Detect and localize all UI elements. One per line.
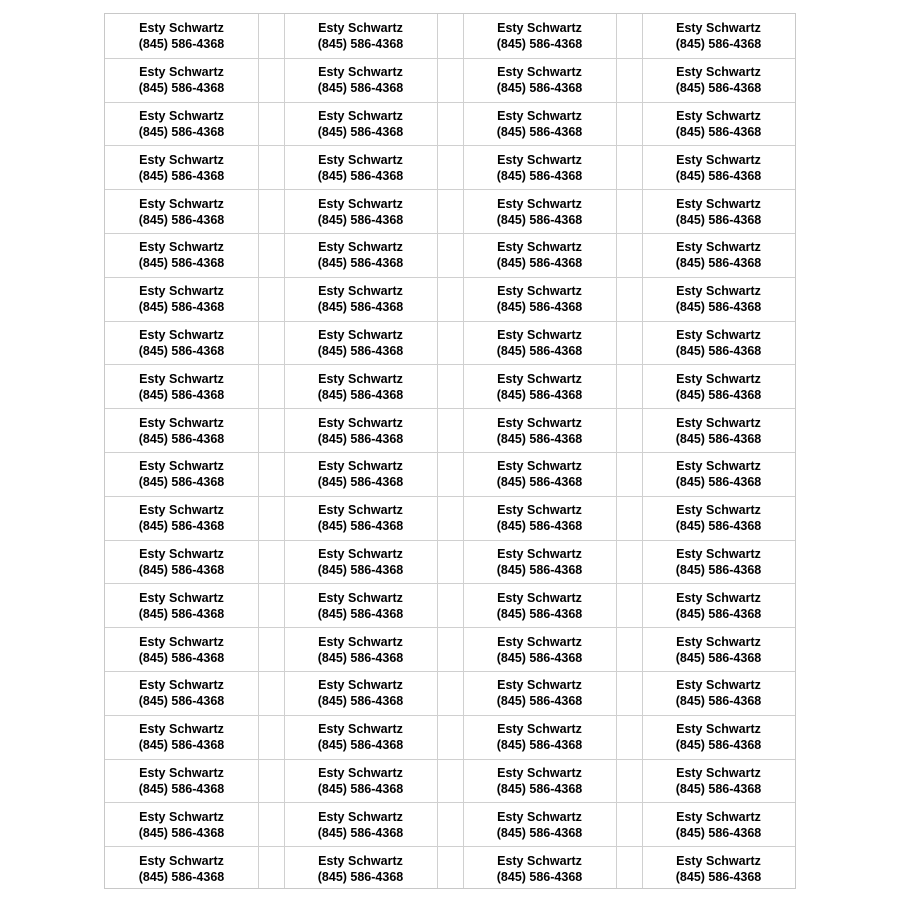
label-name: Esty Schwartz (139, 546, 224, 561)
label-name: Esty Schwartz (676, 765, 761, 780)
label-row (105, 583, 795, 627)
label-phone: (845) 586-4368 (496, 650, 583, 665)
address-label (642, 803, 795, 846)
address-label (463, 322, 616, 365)
label-phone: (845) 586-4368 (317, 869, 404, 884)
label-name: Esty Schwartz (139, 371, 224, 386)
label-name: Esty Schwartz (139, 415, 224, 430)
label-name: Esty Schwartz (497, 634, 582, 649)
label-phone: (845) 586-4368 (496, 694, 583, 709)
label-name: Esty Schwartz (676, 503, 761, 518)
label-name: Esty Schwartz (676, 196, 761, 211)
address-label (105, 146, 258, 189)
label-phone: (845) 586-4368 (675, 81, 762, 96)
label-name: Esty Schwartz (676, 152, 761, 167)
label-phone: (845) 586-4368 (138, 36, 225, 51)
label-name: Esty Schwartz (497, 108, 582, 123)
label-phone: (845) 586-4368 (496, 869, 583, 884)
label-name: Esty Schwartz (676, 853, 761, 868)
label-phone: (845) 586-4368 (496, 81, 583, 96)
label-name: Esty Schwartz (139, 327, 224, 342)
label-name: Esty Schwartz (318, 765, 403, 780)
label-name: Esty Schwartz (139, 459, 224, 474)
label-row (105, 102, 795, 146)
label-phone: (845) 586-4368 (138, 343, 225, 358)
label-phone: (845) 586-4368 (675, 431, 762, 446)
column-divider (437, 14, 438, 888)
label-phone: (845) 586-4368 (317, 168, 404, 183)
address-label (105, 103, 258, 146)
address-label (642, 672, 795, 715)
label-phone: (845) 586-4368 (496, 825, 583, 840)
address-label (105, 847, 258, 890)
address-label (642, 584, 795, 627)
label-phone: (845) 586-4368 (496, 300, 583, 315)
address-label (642, 497, 795, 540)
address-label (105, 190, 258, 233)
label-name: Esty Schwartz (318, 722, 403, 737)
label-phone: (845) 586-4368 (317, 606, 404, 621)
address-label (284, 322, 437, 365)
label-phone: (845) 586-4368 (496, 562, 583, 577)
label-row (105, 189, 795, 233)
address-label (463, 234, 616, 277)
address-label (463, 584, 616, 627)
label-phone: (845) 586-4368 (675, 168, 762, 183)
label-name: Esty Schwartz (497, 546, 582, 561)
label-phone: (845) 586-4368 (317, 300, 404, 315)
label-phone: (845) 586-4368 (675, 606, 762, 621)
address-label (463, 847, 616, 890)
label-phone: (845) 586-4368 (138, 475, 225, 490)
label-name: Esty Schwartz (318, 20, 403, 35)
label-phone: (845) 586-4368 (138, 124, 225, 139)
address-label (642, 453, 795, 496)
address-label (463, 14, 616, 58)
label-phone: (845) 586-4368 (138, 256, 225, 271)
label-name: Esty Schwartz (676, 590, 761, 605)
label-phone: (845) 586-4368 (317, 81, 404, 96)
label-phone: (845) 586-4368 (496, 212, 583, 227)
label-row (105, 277, 795, 321)
label-name: Esty Schwartz (676, 240, 761, 255)
label-name: Esty Schwartz (497, 327, 582, 342)
label-phone: (845) 586-4368 (675, 124, 762, 139)
label-row (105, 452, 795, 496)
label-name: Esty Schwartz (318, 678, 403, 693)
label-phone: (845) 586-4368 (496, 343, 583, 358)
label-name: Esty Schwartz (497, 65, 582, 80)
address-label (284, 672, 437, 715)
address-label (642, 103, 795, 146)
address-label (284, 760, 437, 803)
label-phone: (845) 586-4368 (496, 606, 583, 621)
column-divider (463, 14, 464, 888)
label-name: Esty Schwartz (318, 371, 403, 386)
label-name: Esty Schwartz (497, 678, 582, 693)
label-name: Esty Schwartz (497, 371, 582, 386)
address-label (284, 234, 437, 277)
address-label (463, 409, 616, 452)
label-phone: (845) 586-4368 (317, 36, 404, 51)
label-name: Esty Schwartz (318, 634, 403, 649)
address-label (463, 541, 616, 584)
label-row (105, 364, 795, 408)
label-phone: (845) 586-4368 (317, 781, 404, 796)
label-phone: (845) 586-4368 (317, 431, 404, 446)
label-name: Esty Schwartz (676, 327, 761, 342)
address-label (463, 146, 616, 189)
label-name: Esty Schwartz (676, 284, 761, 299)
address-label (463, 59, 616, 102)
label-phone: (845) 586-4368 (317, 343, 404, 358)
address-label (642, 146, 795, 189)
label-name: Esty Schwartz (139, 503, 224, 518)
label-name: Esty Schwartz (139, 678, 224, 693)
label-phone: (845) 586-4368 (138, 387, 225, 402)
label-phone: (845) 586-4368 (138, 519, 225, 534)
label-phone: (845) 586-4368 (317, 519, 404, 534)
address-label (105, 322, 258, 365)
label-phone: (845) 586-4368 (675, 738, 762, 753)
label-phone: (845) 586-4368 (675, 256, 762, 271)
address-label (642, 234, 795, 277)
label-name: Esty Schwartz (139, 765, 224, 780)
address-label (284, 541, 437, 584)
label-phone: (845) 586-4368 (317, 738, 404, 753)
label-name: Esty Schwartz (139, 284, 224, 299)
address-label (284, 14, 437, 58)
address-label (642, 190, 795, 233)
address-label (105, 584, 258, 627)
address-label (105, 497, 258, 540)
label-phone: (845) 586-4368 (675, 343, 762, 358)
address-label (105, 365, 258, 408)
address-label (642, 628, 795, 671)
address-label (105, 453, 258, 496)
address-label (463, 278, 616, 321)
address-label (284, 365, 437, 408)
label-phone: (845) 586-4368 (138, 300, 225, 315)
column-divider (642, 14, 643, 888)
address-label (105, 716, 258, 759)
label-name: Esty Schwartz (497, 503, 582, 518)
label-phone: (845) 586-4368 (496, 36, 583, 51)
label-row (105, 58, 795, 102)
label-name: Esty Schwartz (318, 284, 403, 299)
label-name: Esty Schwartz (139, 634, 224, 649)
label-row (105, 145, 795, 189)
label-name: Esty Schwartz (497, 590, 582, 605)
label-phone: (845) 586-4368 (496, 124, 583, 139)
label-name: Esty Schwartz (676, 20, 761, 35)
label-name: Esty Schwartz (318, 459, 403, 474)
label-name: Esty Schwartz (318, 108, 403, 123)
label-name: Esty Schwartz (318, 503, 403, 518)
label-phone: (845) 586-4368 (138, 869, 225, 884)
label-row (105, 321, 795, 365)
label-phone: (845) 586-4368 (496, 781, 583, 796)
address-label (105, 278, 258, 321)
label-phone: (845) 586-4368 (675, 869, 762, 884)
label-phone: (845) 586-4368 (138, 168, 225, 183)
label-phone: (845) 586-4368 (675, 650, 762, 665)
label-name: Esty Schwartz (139, 152, 224, 167)
label-name: Esty Schwartz (318, 415, 403, 430)
address-label (284, 278, 437, 321)
label-name: Esty Schwartz (139, 809, 224, 824)
label-phone: (845) 586-4368 (675, 36, 762, 51)
address-label (284, 103, 437, 146)
label-row (105, 802, 795, 846)
label-phone: (845) 586-4368 (496, 168, 583, 183)
label-sheet (104, 13, 796, 889)
label-name: Esty Schwartz (497, 765, 582, 780)
address-label (463, 803, 616, 846)
address-label (284, 847, 437, 890)
address-label (642, 760, 795, 803)
label-row (105, 540, 795, 584)
label-row (105, 408, 795, 452)
address-label (105, 541, 258, 584)
label-name: Esty Schwartz (497, 853, 582, 868)
address-label (284, 584, 437, 627)
address-label (642, 322, 795, 365)
address-label (284, 59, 437, 102)
label-phone: (845) 586-4368 (317, 387, 404, 402)
label-phone: (845) 586-4368 (317, 124, 404, 139)
label-phone: (845) 586-4368 (317, 212, 404, 227)
label-row (105, 759, 795, 803)
label-phone: (845) 586-4368 (675, 475, 762, 490)
address-label (105, 803, 258, 846)
label-phone: (845) 586-4368 (675, 519, 762, 534)
label-phone: (845) 586-4368 (317, 475, 404, 490)
address-label (463, 672, 616, 715)
label-phone: (845) 586-4368 (138, 650, 225, 665)
label-phone: (845) 586-4368 (496, 387, 583, 402)
label-phone: (845) 586-4368 (138, 606, 225, 621)
address-label (284, 146, 437, 189)
label-name: Esty Schwartz (497, 809, 582, 824)
label-name: Esty Schwartz (318, 152, 403, 167)
label-name: Esty Schwartz (497, 196, 582, 211)
label-phone: (845) 586-4368 (138, 825, 225, 840)
address-label (105, 59, 258, 102)
label-name: Esty Schwartz (497, 152, 582, 167)
address-label (105, 234, 258, 277)
label-name: Esty Schwartz (497, 722, 582, 737)
label-name: Esty Schwartz (318, 853, 403, 868)
label-name: Esty Schwartz (676, 459, 761, 474)
label-phone: (845) 586-4368 (675, 387, 762, 402)
label-phone: (845) 586-4368 (496, 738, 583, 753)
label-name: Esty Schwartz (497, 240, 582, 255)
label-name: Esty Schwartz (139, 722, 224, 737)
label-phone: (845) 586-4368 (675, 694, 762, 709)
label-name: Esty Schwartz (497, 415, 582, 430)
label-phone: (845) 586-4368 (496, 431, 583, 446)
address-label (105, 760, 258, 803)
label-phone: (845) 586-4368 (317, 825, 404, 840)
address-label (642, 409, 795, 452)
address-label (105, 409, 258, 452)
label-name: Esty Schwartz (139, 240, 224, 255)
label-phone: (845) 586-4368 (496, 519, 583, 534)
address-label (642, 716, 795, 759)
address-label (284, 716, 437, 759)
label-phone: (845) 586-4368 (138, 781, 225, 796)
label-row (105, 846, 795, 890)
address-label (105, 628, 258, 671)
address-label (463, 628, 616, 671)
label-phone: (845) 586-4368 (138, 81, 225, 96)
address-label (463, 190, 616, 233)
label-phone: (845) 586-4368 (138, 212, 225, 227)
address-label (463, 453, 616, 496)
label-name: Esty Schwartz (139, 590, 224, 605)
address-label (463, 716, 616, 759)
label-name: Esty Schwartz (676, 678, 761, 693)
label-phone: (845) 586-4368 (138, 431, 225, 446)
label-row (105, 14, 795, 58)
address-label (463, 760, 616, 803)
label-name: Esty Schwartz (676, 722, 761, 737)
label-name: Esty Schwartz (497, 459, 582, 474)
label-name: Esty Schwartz (318, 196, 403, 211)
address-label (463, 497, 616, 540)
label-phone: (845) 586-4368 (675, 300, 762, 315)
label-name: Esty Schwartz (318, 65, 403, 80)
address-label (284, 409, 437, 452)
label-name: Esty Schwartz (318, 327, 403, 342)
label-name: Esty Schwartz (676, 415, 761, 430)
label-name: Esty Schwartz (139, 65, 224, 80)
address-label (284, 803, 437, 846)
label-name: Esty Schwartz (497, 20, 582, 35)
label-row (105, 496, 795, 540)
label-phone: (845) 586-4368 (138, 738, 225, 753)
column-divider (258, 14, 259, 888)
label-phone: (845) 586-4368 (675, 781, 762, 796)
address-label (284, 453, 437, 496)
address-label (105, 14, 258, 58)
address-label (642, 847, 795, 890)
label-name: Esty Schwartz (676, 108, 761, 123)
address-label (105, 672, 258, 715)
label-name: Esty Schwartz (318, 809, 403, 824)
label-phone: (845) 586-4368 (138, 694, 225, 709)
label-phone: (845) 586-4368 (317, 256, 404, 271)
label-name: Esty Schwartz (139, 196, 224, 211)
label-phone: (845) 586-4368 (675, 562, 762, 577)
label-name: Esty Schwartz (139, 108, 224, 123)
label-name: Esty Schwartz (139, 853, 224, 868)
address-label (284, 497, 437, 540)
label-name: Esty Schwartz (497, 284, 582, 299)
label-phone: (845) 586-4368 (675, 825, 762, 840)
label-name: Esty Schwartz (676, 634, 761, 649)
label-phone: (845) 586-4368 (138, 562, 225, 577)
label-phone: (845) 586-4368 (496, 475, 583, 490)
address-label (642, 278, 795, 321)
address-label (642, 365, 795, 408)
address-label (642, 541, 795, 584)
label-row (105, 233, 795, 277)
label-row (105, 715, 795, 759)
label-name: Esty Schwartz (676, 65, 761, 80)
address-label (642, 59, 795, 102)
address-label (642, 14, 795, 58)
address-label (284, 190, 437, 233)
label-phone: (845) 586-4368 (317, 562, 404, 577)
label-name: Esty Schwartz (676, 546, 761, 561)
label-phone: (845) 586-4368 (317, 650, 404, 665)
label-row (105, 627, 795, 671)
label-phone: (845) 586-4368 (675, 212, 762, 227)
column-divider (284, 14, 285, 888)
label-phone: (845) 586-4368 (496, 256, 583, 271)
label-name: Esty Schwartz (139, 20, 224, 35)
label-phone: (845) 586-4368 (317, 694, 404, 709)
label-name: Esty Schwartz (676, 809, 761, 824)
address-label (284, 628, 437, 671)
label-name: Esty Schwartz (676, 371, 761, 386)
label-name: Esty Schwartz (318, 546, 403, 561)
column-divider (616, 14, 617, 888)
label-name: Esty Schwartz (318, 240, 403, 255)
address-label (463, 103, 616, 146)
label-row (105, 671, 795, 715)
address-label (463, 365, 616, 408)
label-name: Esty Schwartz (318, 590, 403, 605)
